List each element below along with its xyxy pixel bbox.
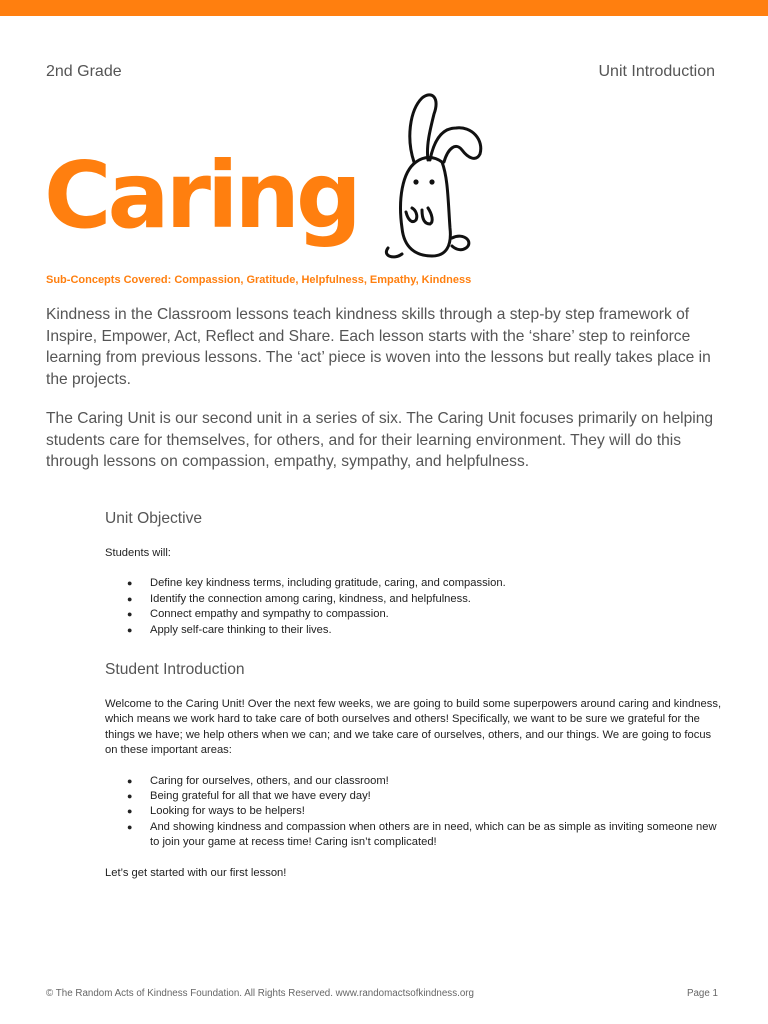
unit-objective-section — [105, 510, 725, 638]
top-accent-bar — [0, 0, 768, 16]
page-number: Page 1 — [686, 988, 718, 999]
list-item: ● Identify the connection among caring, kindness, and helpfulness. — [105, 592, 725, 607]
list-item: ● Being grateful for all that we have every day! — [105, 789, 725, 804]
intro-paragraph: The Caring Unit is our second unit in a series of six. The Caring Unit focuses primarily on helping students care for themselves, for others, and for their learning environment. They will do this through lessons on compassion, empathy, sympathy, and helpfulness. — [46, 410, 714, 470]
page-title: Caring — [44, 142, 358, 249]
list-item: ● Define key kindness terms, including gratitude, caring, and compassion. — [105, 576, 725, 591]
intro-paragraph: Kindness in the Classroom lessons teach kindness skills through a step-by step framework of Inspire, Empower, Act, Reflect and Share. Each lesson starts with the ‘share’ step to reinforce learning from previous lessons. The ‘act’ piece is woven into the lessons but really takes place in the projects. — [46, 306, 711, 388]
subconcepts-line: Sub-Concepts Covered: Compassion, Gratitude, Helpfulness, Empathy, Kindness — [46, 274, 472, 286]
intro-section — [46, 304, 726, 491]
list-item: ● Apply self-care thinking to their lives. — [105, 623, 725, 638]
objective-list — [105, 576, 725, 638]
list-item: ● Connect empathy and sympathy to compassion. — [105, 607, 725, 622]
section-heading: Student Introduction — [105, 661, 245, 678]
section-heading: Unit Objective — [105, 510, 203, 527]
grade-label: 2nd Grade — [46, 63, 122, 80]
student-intro-paragraph: Welcome to the Caring Unit! Over the next few weeks, we are going to build some superpowers around caring and kindness, which means we work hard to take care of both ourselves and others! Specifically, we want to be sure we grateful for the things we have; we help others when we can; and we take care of ourselves, others, and our things. We are going to focus on these important areas: — [105, 698, 722, 757]
bunny-icon — [372, 90, 492, 265]
list-item: ● And showing kindness and compassion when others are in need, which can be as simple as inviting someone new to join your game at recess time! Caring isn’t complicated! — [105, 820, 725, 851]
focus-areas-list — [105, 774, 725, 851]
footer-copyright: © The Random Acts of Kindness Foundation. All Rights Reserved. www.randomactsofkindness.org — [46, 988, 474, 999]
list-item: ● Looking for ways to be helpers! — [105, 804, 725, 819]
unit-type-label: Unit Introduction — [598, 63, 715, 80]
closing-line: Let’s get started with our first lesson! — [105, 866, 287, 879]
list-item: ● Caring for ourselves, others, and our classroom! — [105, 774, 725, 789]
objective-lead: Students will: — [105, 547, 171, 559]
student-introduction-section — [105, 661, 725, 881]
